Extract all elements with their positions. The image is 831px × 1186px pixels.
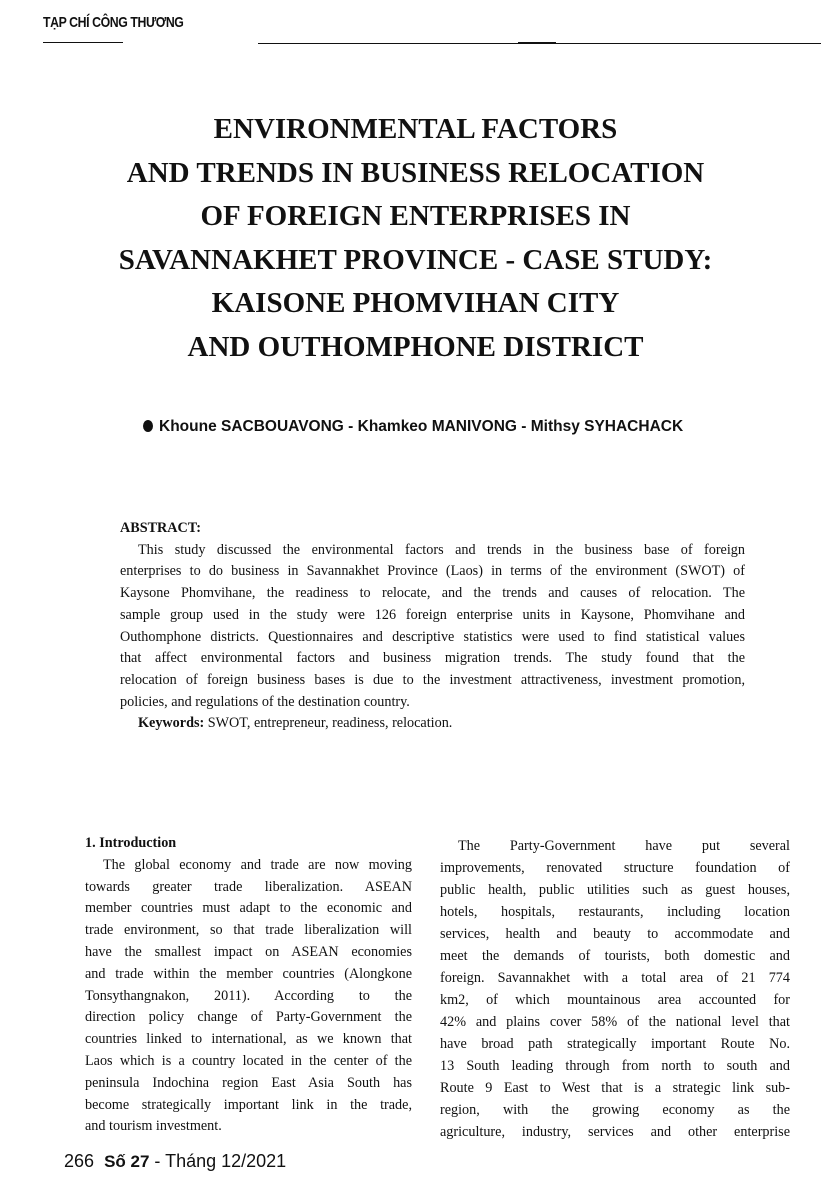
text-line: towards greater trade liberalization. ASEAN <box>85 878 412 895</box>
author-names: Khoune SACBOUAVONG - Khamkeo MANIVONG - Mithsy SYHACHACK <box>159 418 684 435</box>
bullet-icon <box>143 420 153 432</box>
text-line: The Party-Government have put several <box>458 838 790 854</box>
keywords <box>120 713 745 735</box>
article-title <box>0 108 831 369</box>
text-line: 42% and plains cover 58% of the national level that <box>440 1014 790 1030</box>
keywords-text: SWOT, entrepreneur, readiness, relocation. <box>204 715 453 732</box>
text-line: public health, public utilities such as guest houses, <box>440 882 790 898</box>
text-line: and trade within the member countries (Alongkone <box>85 965 412 982</box>
page-footer <box>64 1151 286 1172</box>
title-line: SAVANNAKHET PROVINCE - CASE STUDY: <box>118 243 713 276</box>
text-line: Outhomphone districts. Questionnaires and descriptive statistics were used to find statistical values <box>120 628 745 645</box>
text-line: region, with the growing economy as the <box>440 1102 790 1118</box>
text-line: have broad path strategically important Route No. <box>440 1036 790 1052</box>
issue-date: - Tháng 12/2021 <box>149 1151 287 1171</box>
text-line: foreign. Savannakhet with a total area of 21 774 <box>440 970 790 986</box>
text-line: Kaysone Phomvihane, the readiness to relocate, and the trends and causes of relocation. The <box>120 585 745 602</box>
text-line: services, health and beauty to accommodate and <box>440 926 790 942</box>
header-rule-left <box>43 42 123 43</box>
title-line: AND TRENDS IN BUSINESS RELOCATION <box>126 156 705 189</box>
text-line: countries linked to international, as we known that <box>85 1031 412 1048</box>
text-line: direction policy change of Party-Government the <box>85 1009 412 1026</box>
text-line: sample group used in the study were 126 foreign enterprise units in Kaysone, Phomvihane and <box>120 606 745 623</box>
text-line: relocation of foreign business bases is due to the investment attractiveness, investment promotion, <box>120 671 745 688</box>
issue-number: Số 27 <box>104 1152 150 1171</box>
text-line: This study discussed the environmental factors and trends in the business base of foreign <box>138 541 745 558</box>
journal-name: TẠP CHÍ CÔNG THƯƠNG <box>43 14 184 31</box>
text-line: and tourism investment. <box>85 1118 222 1135</box>
page-number: 266 <box>64 1151 95 1171</box>
text-line: Tonsythangnakon, 2011). According to the <box>85 987 412 1004</box>
title-line: AND OUTHOMPHONE DISTRICT <box>187 330 644 363</box>
abstract <box>120 518 745 735</box>
text-line: improvements, renovated structure foundation of <box>440 860 790 876</box>
text-line: agriculture, industry, services and other enterprise <box>440 1124 790 1140</box>
title-line: KAISONE PHOMVIHAN CITY <box>211 287 620 319</box>
text-line: have the smallest impact on ASEAN economies <box>85 943 412 960</box>
abstract-heading: ABSTRACT: <box>120 520 201 536</box>
right-column-body <box>440 835 790 1143</box>
text-line: enterprises to do business in Savannakhet Province (Laos) in terms of the environment (SWOT) of <box>120 563 745 580</box>
text-line: 13 South leading through from north to south and <box>440 1058 790 1074</box>
text-line: peninsula Indochina region East Asia South has <box>85 1074 412 1091</box>
text-line: trade environment, so that trade liberalization will <box>85 922 412 939</box>
text-line: hotels, hospitals, restaurants, including location <box>440 904 790 920</box>
title-line: OF FOREIGN ENTERPRISES IN <box>200 200 631 232</box>
right-column <box>440 835 790 1143</box>
text-line: policies, and regulations of the destination country. <box>120 693 410 710</box>
text-line: km2, of which mountainous area accounted for <box>440 992 790 1008</box>
text-line: become strategically important link in the trade, <box>85 1096 412 1113</box>
title-line: ENVIRONMENTAL FACTORS <box>213 113 618 145</box>
left-column-body <box>85 855 412 1138</box>
text-line: Route 9 East to West that is a strategic link sub- <box>440 1080 790 1096</box>
section-heading: 1. Introduction <box>85 835 177 851</box>
text-line: meet the demands of tourists, both domestic and <box>440 948 790 964</box>
text-line: Laos which is a country located in the center of the <box>85 1052 412 1069</box>
text-line: The global economy and trade are now moving <box>103 856 412 873</box>
abstract-body <box>120 540 745 714</box>
authors <box>143 418 683 436</box>
text-line: that affect environmental factors and business migration trends. The study found that the <box>120 650 745 667</box>
text-line: member countries must adapt to the economic and <box>85 900 412 917</box>
header-rule-accent <box>518 42 556 44</box>
left-column <box>85 833 412 1138</box>
keywords-label: Keywords: <box>138 715 205 732</box>
